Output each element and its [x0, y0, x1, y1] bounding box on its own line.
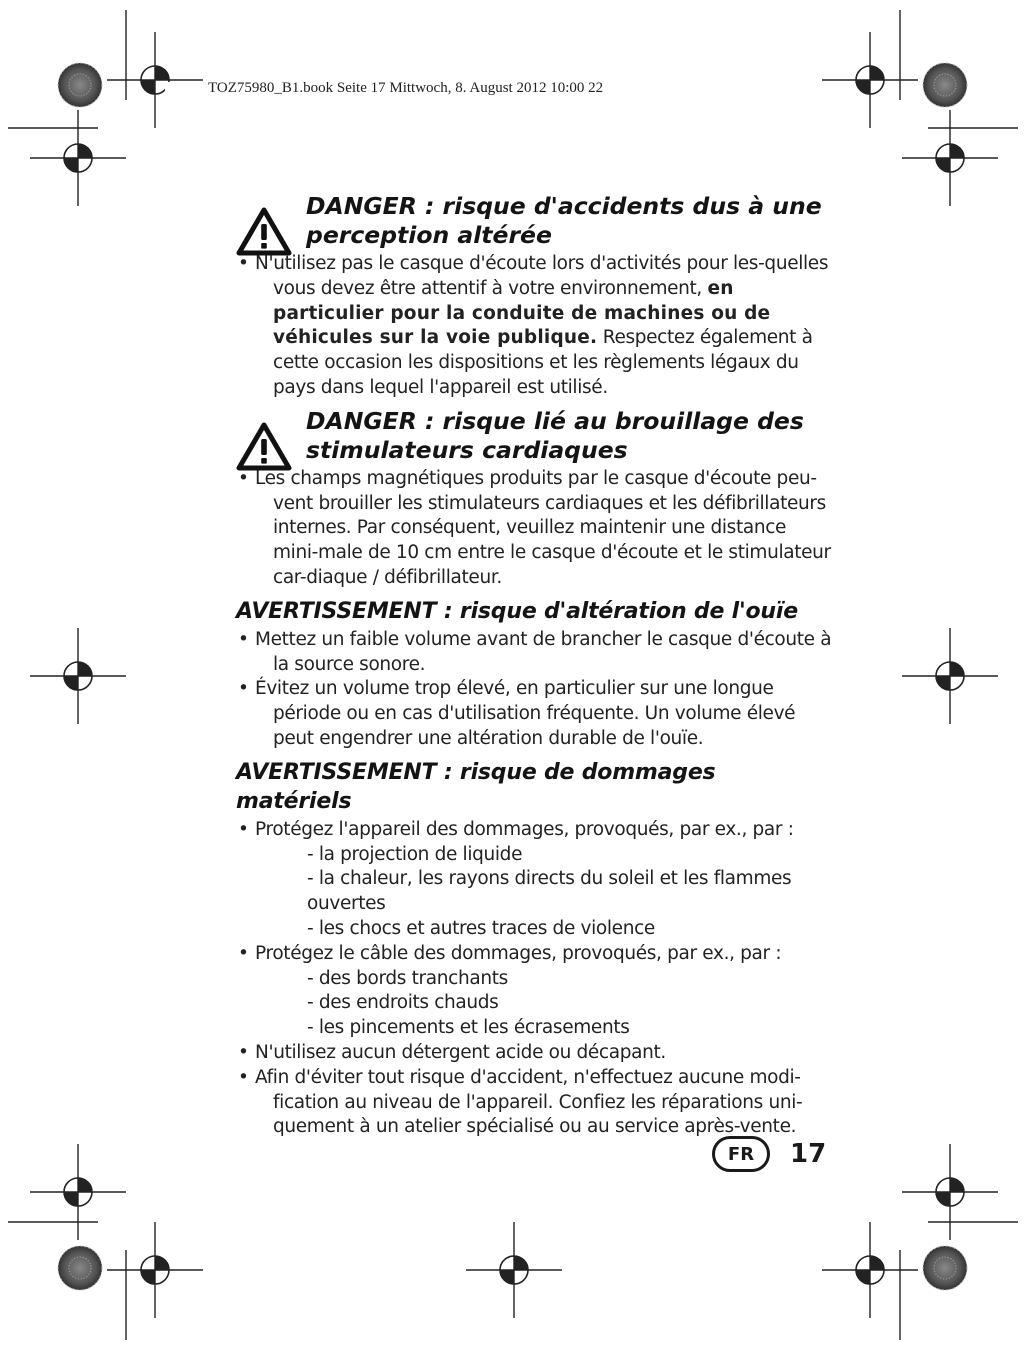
- page-footer: [712, 1136, 826, 1172]
- list-item: • Protégez le câble des dommages, provoqués, par ex., par : - des bords tranchants - des endroits chauds - les pincements et les écrasements: [236, 942, 836, 1041]
- list-item: • Afin d'éviter tout risque d'accident, n'effectuez aucune modi-fication au niveau de l'appareil. Confiez les réparations uni-quement à un atelier spécialisé ou au service après-vente.: [236, 1066, 836, 1140]
- list-item: • Protégez l'appareil des dommages, provoqués, par ex., par : - la projection de liquide - la chaleur, les rayons directs du soleil et les flammes ouvertes - les chocs et autres traces de violence: [236, 818, 836, 942]
- warning-triangle-icon: [236, 421, 292, 471]
- danger-accidents-section: [236, 192, 836, 401]
- warning-hearing-section: [236, 597, 836, 752]
- sub-list-item: - la chaleur, les rayons directs du soleil et les flammes ouvertes: [307, 867, 836, 917]
- list-item: • N'utilisez pas le casque d'écoute lors d'activités pour les-quelles vous devez être attentif à votre environnement, en particulier pour la conduite de machines ou de véhicules sur la voie publique. Respectez également à cette occasion les dispositions et les règlements légaux du pays dans lequel l'appareil est utilisé.: [236, 252, 836, 401]
- section-title: DANGER : risque lié au brouillage des stimulateurs cardiaques: [306, 406, 804, 464]
- section-title: AVERTISSEMENT : risque d'altération de l'ouïe: [236, 598, 798, 624]
- danger-pacemaker-heading: [236, 407, 836, 465]
- print-header: TOZ75980_B1.book Seite 17 Mittwoch, 8. August 2012 10:00 22: [208, 80, 604, 96]
- section-title: DANGER : risque d'accidents dus à une perception altérée: [306, 192, 822, 249]
- bullet-list: [236, 818, 836, 1140]
- list-item: • Les champs magnétiques produits par le casque d'écoute peu-vent brouiller les stimulateurs cardiaques et les défibrillateurs internes. Par conséquent, veuillez maintenir une distance mini-male de 10 cm entre le casque d'écoute et le stimulateur car-diaque / défibrillateur.: [236, 467, 836, 591]
- danger-accidents-heading: [236, 192, 836, 250]
- list-item: • N'utilisez aucun détergent acide ou décapant.: [236, 1041, 836, 1066]
- warning-triangle-icon: [236, 206, 292, 256]
- sub-list-item: - les pincements et les écrasements: [307, 1016, 836, 1041]
- list-item: • Mettez un faible volume avant de brancher le casque d'écoute à la source sonore.: [236, 628, 836, 678]
- bullet-list: [236, 467, 836, 591]
- bullet-list: [236, 628, 836, 752]
- language-badge: FR: [712, 1136, 770, 1172]
- sub-list-item: - des bords tranchants: [307, 967, 836, 992]
- sub-list-item: - les chocs et autres traces de violence: [307, 917, 836, 942]
- section-title: AVERTISSEMENT : risque de dommages matériels: [236, 759, 716, 814]
- page-number: 17: [790, 1139, 827, 1169]
- warning-damage-section: [236, 758, 836, 1140]
- list-item: • Évitez un volume trop élevé, en particulier sur une longue période ou en cas d'utilisation fréquente. Un volume élevé peut engendrer une altération durable de l'ouïe.: [236, 677, 836, 751]
- sub-list: [273, 967, 836, 1041]
- bullet-list: [236, 252, 836, 401]
- sub-list-item: - la projection de liquide: [307, 843, 836, 868]
- danger-pacemaker-section: [236, 407, 836, 591]
- sub-list: [273, 843, 836, 942]
- sub-list-item: - des endroits chauds: [307, 991, 836, 1016]
- safety-content: [236, 192, 836, 1140]
